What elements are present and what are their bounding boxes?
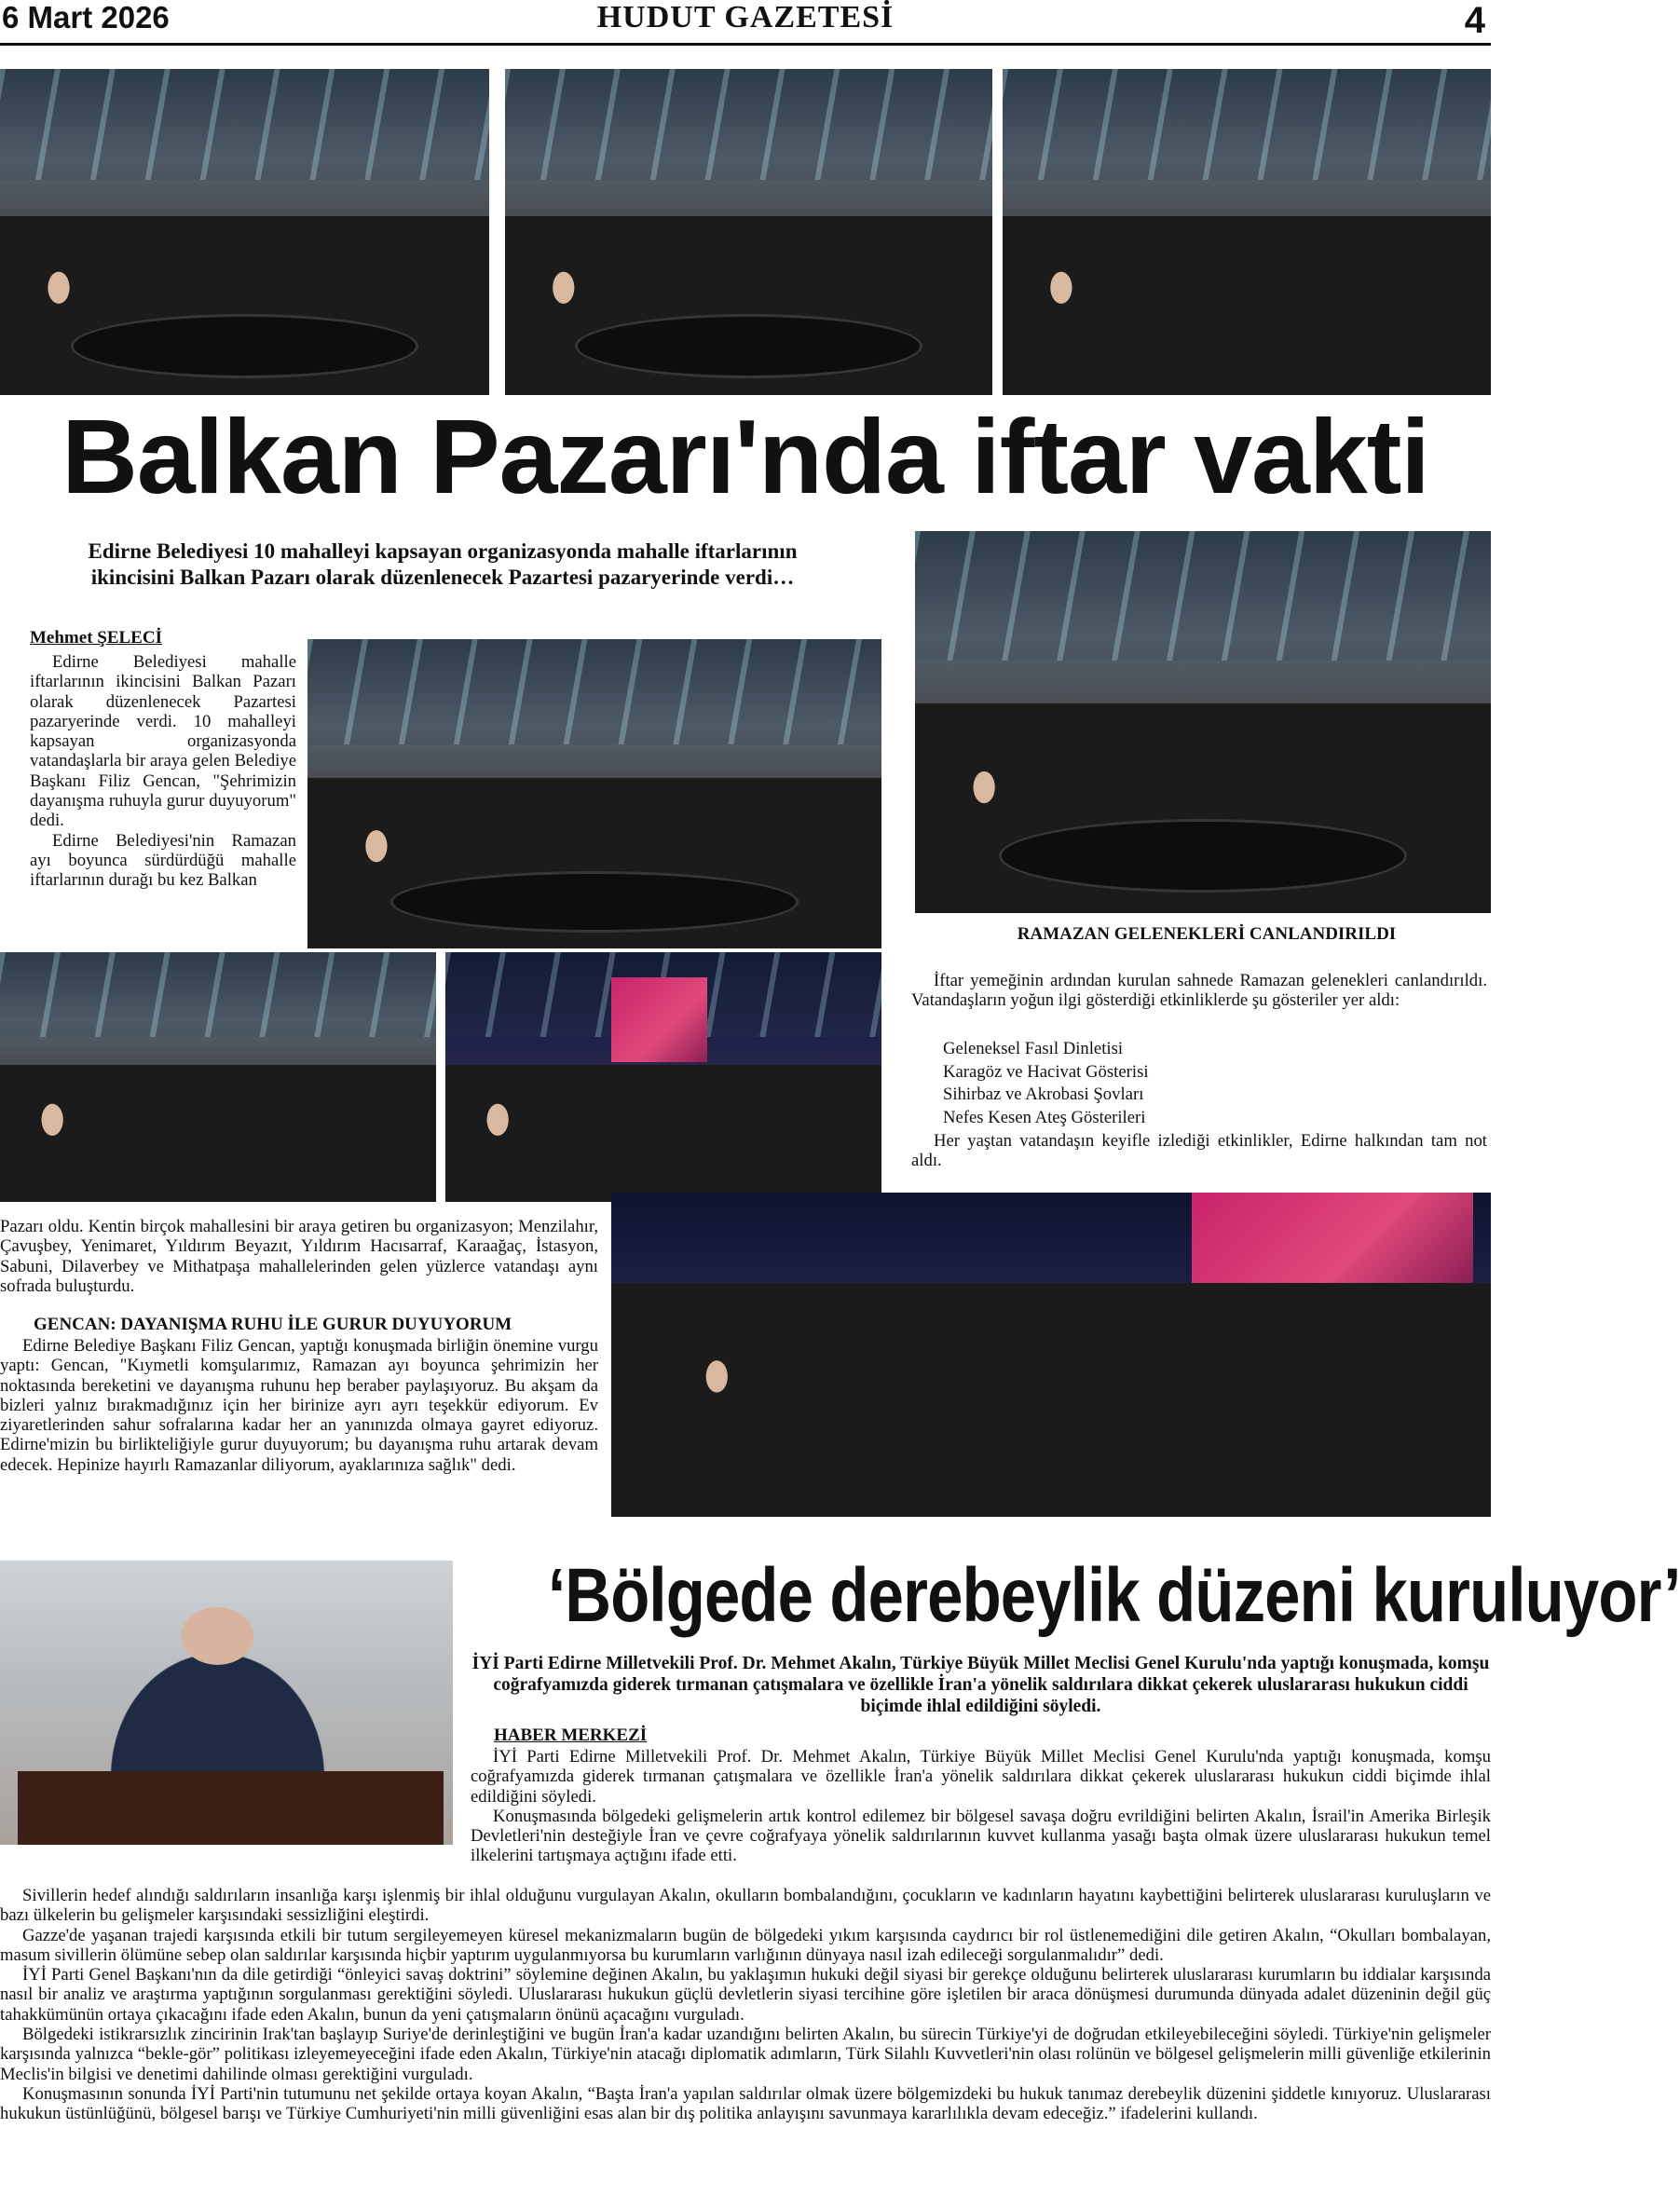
article1-gencan — [0, 1336, 598, 1475]
traditions-intro-text: İftar yemeğinin ardından kurulan sahnede Ramazan gelenekleri canlandırıldı. Vatandaşların yoğun ilgi gösterdiği etkinliklerde şu gösteriler yer aldı: — [911, 971, 1487, 1011]
article2-side-paragraph-2: Konuşmasında bölgedeki gelişmelerin artık kontrol edilemez bir bölgesel savaşa doğru evrildiğini belirten Akalın, İsrail'in Amerika Birleşik Devletleri'nin desteğiyle İran ve çevre coğrafyaya yönelik saldırılarının kuvvet kullanma yasağı başta olmak üzere uluslararası hukukun temel ilkelerini tartışmaya açtığını ifade etti. — [471, 1806, 1491, 1866]
photo-stage-group — [445, 952, 881, 1202]
list-item: Sihirbaz ve Akrobasi Şovları — [943, 1085, 1144, 1104]
article2-byline: HABER MERKEZİ — [494, 1726, 648, 1745]
traditions-intro — [911, 971, 1487, 1011]
article2-deck: İYİ Parti Edirne Milletvekili Prof. Dr. Mehmet Akalın, Türkiye Büyük Millet Meclisi Genel Kurulu'nda yaptığı konuşmada, komşu coğrafyamızda giderek tırmanan çatışmalara ve özellikle İran'a yönelik saldırılara dikkat çekerek uluslararası hukukun ciddi biçimde ihlal edildiğini söyledi. — [471, 1654, 1490, 1716]
article1-intro-paragraph-2: Edirne Belediyesi'nin Ramazan ayı boyunca sürdürdüğü mahalle iftarlarının durağı bu kez Balkan — [30, 830, 296, 891]
photo-mayor-group-at-table — [307, 639, 881, 948]
traditions-list — [911, 1038, 1487, 1129]
article2-paragraph-1: Sivillerin hedef alındığı saldırıların insanlığa karşı işlenmiş bir ihlal olduğunu vurgulayan Akalın, okulların bombalandığını, çocukların ve kadınların hayatını kaybettiğini belirterek uluslararası kuruluşların ve bazı ülkelerin bu gelişmeler karşısındaki sessizliğini eleştirdi. — [0, 1886, 1491, 1926]
photo-iftar-table-1 — [0, 69, 489, 395]
headline-balkan-pazari: Balkan Pazarı'nda iftar vakti — [61, 398, 1429, 515]
traditions-outro-text: Her yaştan vatandaşın keyifle izlediği etkinlikler, Edirne halkından tam not aldı. — [911, 1131, 1487, 1171]
article2-paragraph-3: İYİ Parti Genel Başkanı'nın da dile getirdiği “önleyici savaş doktrini” söylemine değinen Akalın, bu yaklaşımın hukuki değil siyasi bir gerekçe olduğunu belirterek uluslararası kurumların bu iddialar karşısında nasıl bir analiz ve araştırma yaptığının sorgulanması gerektiğini söyledi. Uluslararası hukukun güçlü devletlerin siyasi tercihine göre işletilen bir araca dönüşmesi durumunda dünyada adalet düzeninin değil güç tahakkümünün ortaya çıkacağını ifade eden Akalın, bunun da yeni çatışmaların önünü açacağını vurguladı. — [0, 1965, 1491, 2025]
article1-continued — [0, 1217, 598, 1296]
article2-side — [471, 1747, 1491, 1866]
article1-intro — [30, 652, 296, 891]
article1-deck: Edirne Belediyesi 10 mahalleyi kapsayan organizasyonda mahalle iftarlarının ikincisini Balkan Pazarı olarak düzenlenecek Pazartesi pazaryerinde verdi… — [88, 539, 798, 589]
article2-paragraph-5: Konuşmasının sonunda İYİ Parti'nin tutumunu net şekilde ortaya koyan Akalın, “Başta İran'a yapılan saldırılar olmak üzere bölgemizdeki bu hukuk tanımaz derebeylik düzenini şiddetle kınıyoruz. Uluslararası hukukun üstünlüğünü, bölgesel barışı ve Türkiye Cumhuriyeti'nin milli güvenliğini esas alan bir dış politika anlayışını savunmaya kararlılıkla devam edeceğiz.” ifadelerini kullandı. — [0, 2083, 1491, 2124]
article1-byline: Mehmet ŞELECİ — [30, 628, 162, 648]
article1-continued-text: Pazarı oldu. Kentin birçok mahallesini bir araya getiren bu organizasyon; Menzilahır, Çavuşbey, Yenimaret, Yıldırım Beyazıt, Yıldırım Hacısarraf, Karaağaç, İstasyon, Sabuni, Dilaverbey ve Mithatpaşa mahallelerinden gelen yüzlerce vatandaşı aynı sofrada buluşturdu. — [0, 1217, 598, 1296]
headline-derebeylik: ‘Bölgede derebeylik düzeni kuruluyor’ — [548, 1553, 1680, 1638]
photo-stage-large-group — [611, 1193, 1491, 1517]
article1-intro-paragraph-1: Edirne Belediyesi mahalle iftarlarının ikincisini Balkan Pazarı olarak düzenlenecek Pazartesi pazaryerinde verdi. 10 mahalleyi kapsayan organizasyonda vatandaşlarla bir araya gelen Belediye Başkanı Filiz Gencan, "Şehrimizin dayanışma ruhuyla gurur duyuyorum" dedi. — [30, 652, 296, 831]
photo-mayor-with-citizens — [1003, 69, 1491, 395]
traditions-outro — [911, 1131, 1487, 1171]
photo-mayor-at-tables — [915, 531, 1491, 913]
subhead-gencan: GENCAN: DAYANIŞMA RUHU İLE GURUR DUYUYORUM — [34, 1315, 512, 1334]
newspaper-name: HUDUT GAZETESİ — [596, 0, 895, 34]
page-number: 4 — [1464, 0, 1485, 41]
list-item: Geleneksel Fasıl Dinletisi — [943, 1039, 1124, 1058]
photo-women-group — [0, 952, 436, 1202]
list-item: Karagöz ve Hacivat Gösterisi — [943, 1061, 1149, 1082]
article2-side-paragraph-1: İYİ Parti Edirne Milletvekili Prof. Dr. Mehmet Akalın, Türkiye Büyük Millet Meclisi Genel Kurulu'nda yaptığı konuşmada, komşu coğrafyamızda giderek tırmanan çatışmalara ve özellikle İran'a yönelik saldırılara dikkat çekerek uluslararası hukukun ciddi biçimde ihlal edildiğini söyledi. — [471, 1747, 1491, 1807]
subhead-traditions: RAMAZAN GELENEKLERİ CANLANDIRILDI — [1017, 924, 1397, 944]
article2-paragraph-4: Bölgedeki istikrarsızlık zincirinin Irak'tan başlayıp Suriye'de derinleştiğini ve bugün İran'a kadar uzandığını belirten Akalın, bu sürecin Türkiye'yi de doğrudan etkileyebileceğini söyledi. Türkiye'nin gelişmeler karşısında yalnızca “bekle-gör” politikası izleyemeyeceğini ifade eden Akalın, Türkiye'nin atacağı diplomatik adımların, Türk Silahlı Kuvvetleri'nin olası rolünün ve bölgesel gelişmelerin milli güvenliğe etkilerinin Meclis'in bilgisi ve denetimi dahilinde olması gerektiğini vurguladı. — [0, 2025, 1491, 2084]
issue-date: 6 Mart 2026 — [2, 0, 170, 34]
article2-full — [0, 1886, 1491, 2124]
header-rule — [0, 43, 1491, 46]
list-item: Nefes Kesen Ateş Gösterileri — [943, 1107, 1146, 1127]
article2-paragraph-2: Gazze'de yaşanan trajedi karşısında etkili bir tutum sergileyemeyen küresel mekanizmaların bugün de bölgedeki yıkım karşısında caydırıcı bir rol üstlenemediğini dile getiren Akalın, “Okulları bombalayan, masum sivillerin ölümüne sebep olan saldırılar karşısında hiçbir yaptırım uygulanmıyorsa bu kurumların varlığının dünyaya nasıl izah edileceği sorgulanmalıdır” dedi. — [0, 1925, 1491, 1965]
photo-iftar-hall-wide — [505, 69, 992, 395]
article1-gencan-text: Edirne Belediye Başkanı Filiz Gencan, yaptığı konuşmada birliğin önemine vurgu yaptı: Gencan, "Kıymetli komşularımız, Ramazan ayı boyunca şehrimizin her noktasında bereketini ve dayanışma ruhunu hep beraber paylaşıyoruz. Bu akşam da bizleri yalnız bırakmadığınız için her birinize ayrı ayrı teşekkür ediyorum. Ev ziyaretlerinden sahur sofralarına kadar her an yanınızda olmaya gayret ediyoruz. Edirne'mizin bu birlikteliğiyle gurur duyuyorum; bu dayanışma ruhu artarak devam edecek. Hepinize hayırlı Ramazanlar diliyorum, ayaklarınıza sağlık" dedi. — [0, 1336, 598, 1475]
photo-akalin-at-podium — [0, 1561, 453, 1845]
